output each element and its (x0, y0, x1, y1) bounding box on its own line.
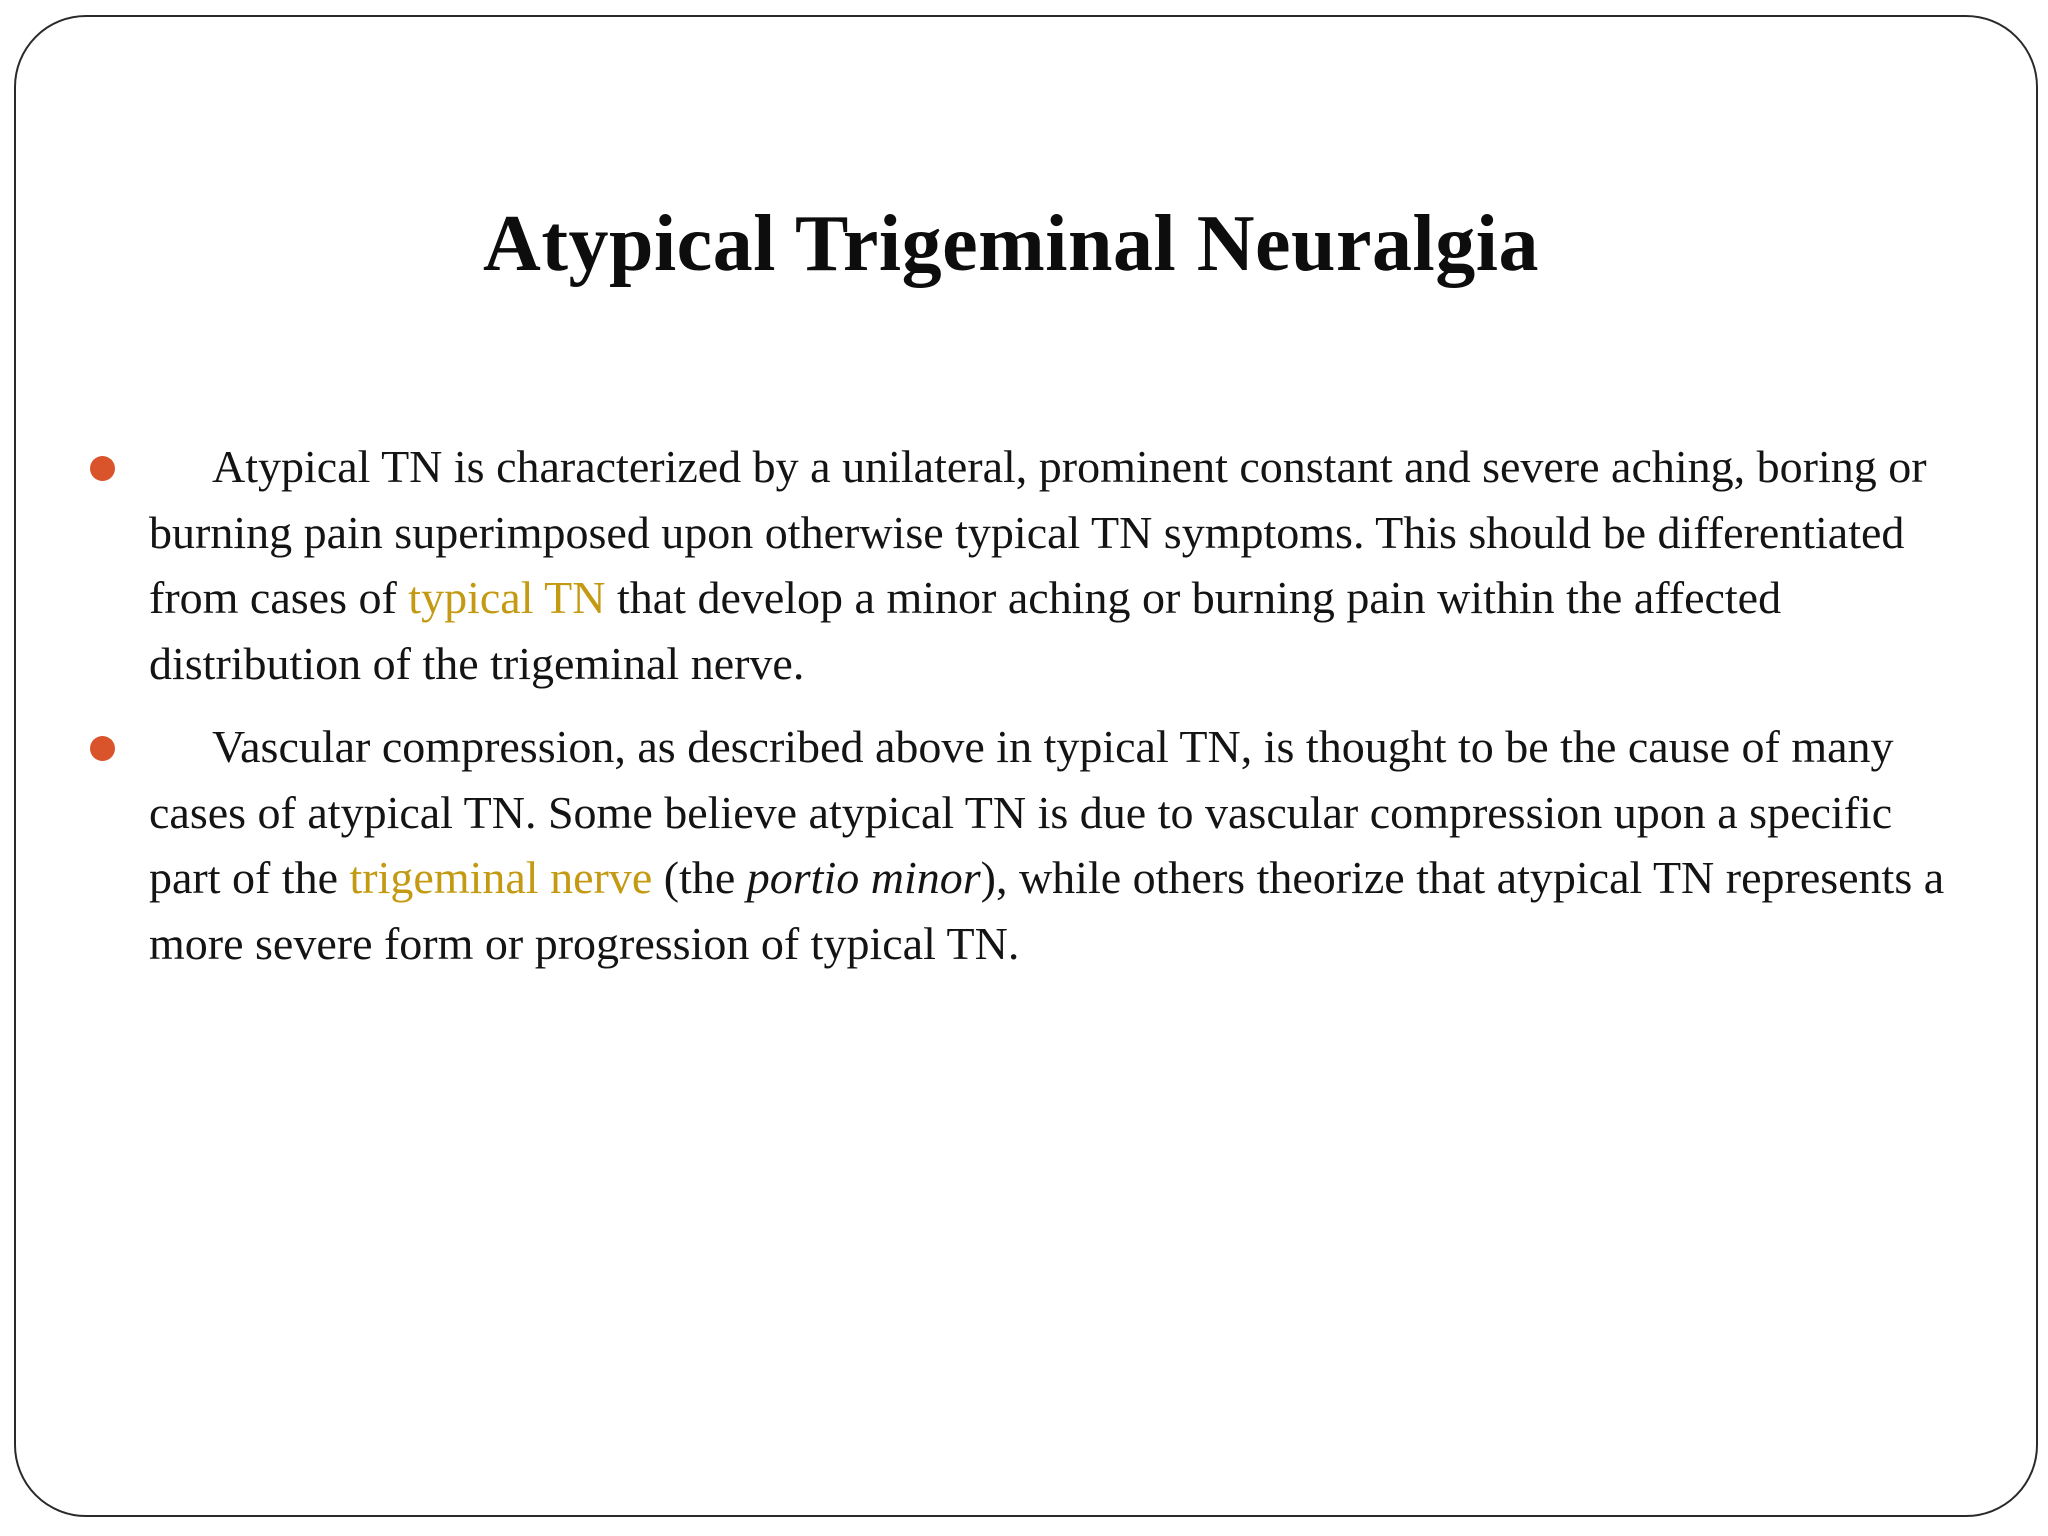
bullet-dot-icon (90, 736, 115, 761)
bullet-2-text-end: ), while others theorize that atypical TN represents a more severe form or progression of typical TN. (149, 852, 1945, 969)
trigeminal-nerve-link[interactable]: trigeminal nerve (349, 852, 653, 903)
bullet-1-text-end: that develop a minor aching or burning pain within the affected distribution of the trigeminal nerve. (149, 572, 1782, 689)
slide-frame (14, 15, 2038, 1517)
bullet-list (86, 434, 1966, 994)
bullet-item-vascular-compression (86, 714, 1966, 976)
bullet-1-text-start: Atypical TN is characterized by a unilateral, prominent constant and severe aching, boring or burning pain superimposed upon otherwise typical TN symptoms. This should be differentiated from cases of (149, 441, 1927, 623)
bullet-2-text-middle: (the (652, 852, 747, 903)
bullet-item-atypical-tn-definition (86, 434, 1966, 696)
bullet-2-text-start: Vascular compression, as described above in typical TN, is thought to be the cause of many cases of atypical TN. Some believe atypical TN is due to vascular compression upon a specific part of the (149, 721, 1894, 903)
slide-title: Atypical Trigeminal Neuralgia (483, 200, 1539, 288)
portio-minor-term: portio minor (746, 852, 981, 903)
bullet-dot-icon (90, 456, 115, 481)
typical-tn-link[interactable]: typical TN (408, 572, 606, 623)
